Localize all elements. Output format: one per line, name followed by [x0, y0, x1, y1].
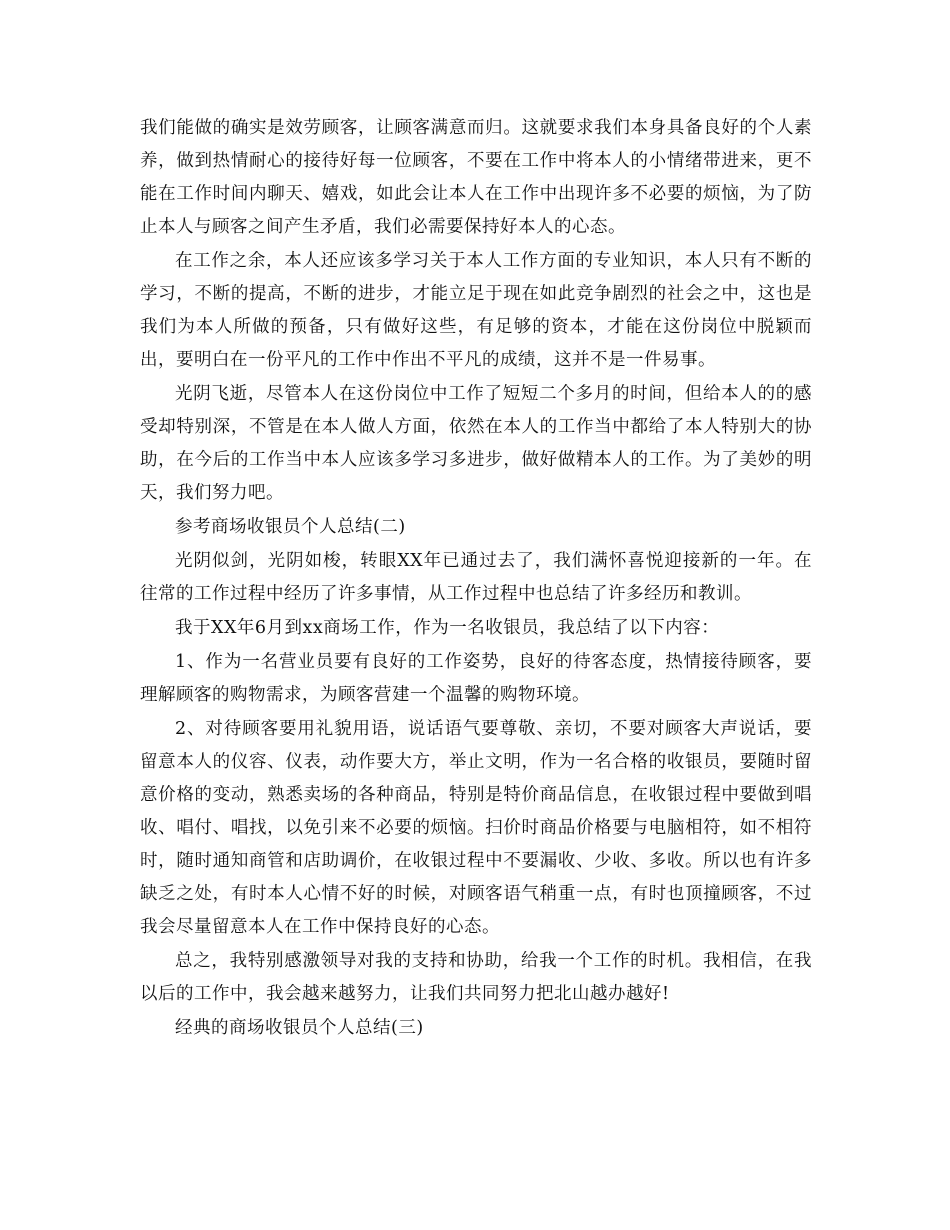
paragraph: 我于XX年6月到xx商场工作，作为一名收银员，我总结了以下内容： — [175, 618, 720, 638]
section-heading: 经典的商场收银员个人总结(三) — [175, 1018, 424, 1038]
paragraph: 我们能做的确实是效劳顾客，让顾客满意而归。这就要求我们本身具备良好的个人素养，做到热情耐心的接待好每一位顾客，不要在工作中将本人的小情绪带进来，更不能在工作时间内聊天、嬉戏，如此会让本人在工作中出现许多不必要的烦恼，为了防止本人与顾客之间产生矛盾，我们必需要保持好本人的心态。 — [140, 118, 812, 237]
paragraph: 光阴似剑，光阴如梭，转眼XX年已通过去了，我们满怀喜悦迎接新的一年。在往常的工作过程中经历了许多事情，从工作过程中也总结了许多经历和教训。 — [140, 551, 812, 604]
document-body — [140, 112, 812, 1046]
paragraph: 在工作之余，本人还应该多学习关于本人工作方面的专业知识，本人只有不断的学习，不断的提高，不断的进步，才能立足于现在如此竞争剧烈的社会之中，这也是我们为本人所做的预备，只有做好这些，有足够的资本，才能在这份岗位中脱颖而出，要明白在一份平凡的工作中作出不平凡的成绩，这并不是一件易事。 — [140, 251, 812, 370]
section-heading: 参考商场收银员个人总结(二) — [175, 517, 406, 537]
paragraph: 光阴飞逝，尽管本人在这份岗位中工作了短短二个多月的时间，但给本人的的感受却特别深，不管是在本人做人方面，依然在本人的工作当中都给了本人特别大的协助，在今后的工作当中本人应该多学习多进步，做好做精本人的工作。为了美妙的明天，我们努力吧。 — [140, 384, 812, 503]
list-item-paragraph: 2、对待顾客要用礼貌用语，说话语气要尊敬、亲切，不要对顾客大声说话，要留意本人的仪容、仪表，动作要大方，举止文明，作为一名合格的收银员，要随时留意价格的变动，熟悉卖场的各种商品，特别是特价商品信息，在收银过程中要做到唱收、唱付、唱找，以免引来不必要的烦恼。扫价时商品价格要与电脑相符，如不相符时，随时通知商管和店助调价，在收银过程中不要漏收、少收、多收。所以也有许多缺乏之处，有时本人心情不好的时候，对顾客语气稍重一点，有时也顶撞顾客，不过我会尽量留意本人在工作中保持良好的心态。 — [140, 719, 812, 937]
list-item-paragraph: 1、作为一名营业员要有良好的工作姿势，良好的待客态度，热情接待顾客，要理解顾客的购物需求，为顾客营建一个温馨的购物环境。 — [140, 652, 812, 705]
paragraph: 总之，我特别感激领导对我的支持和协助，给我一个工作的时机。我相信，在我以后的工作中，我会越来越努力，让我们共同努力把北山越办越好! — [140, 951, 812, 1004]
